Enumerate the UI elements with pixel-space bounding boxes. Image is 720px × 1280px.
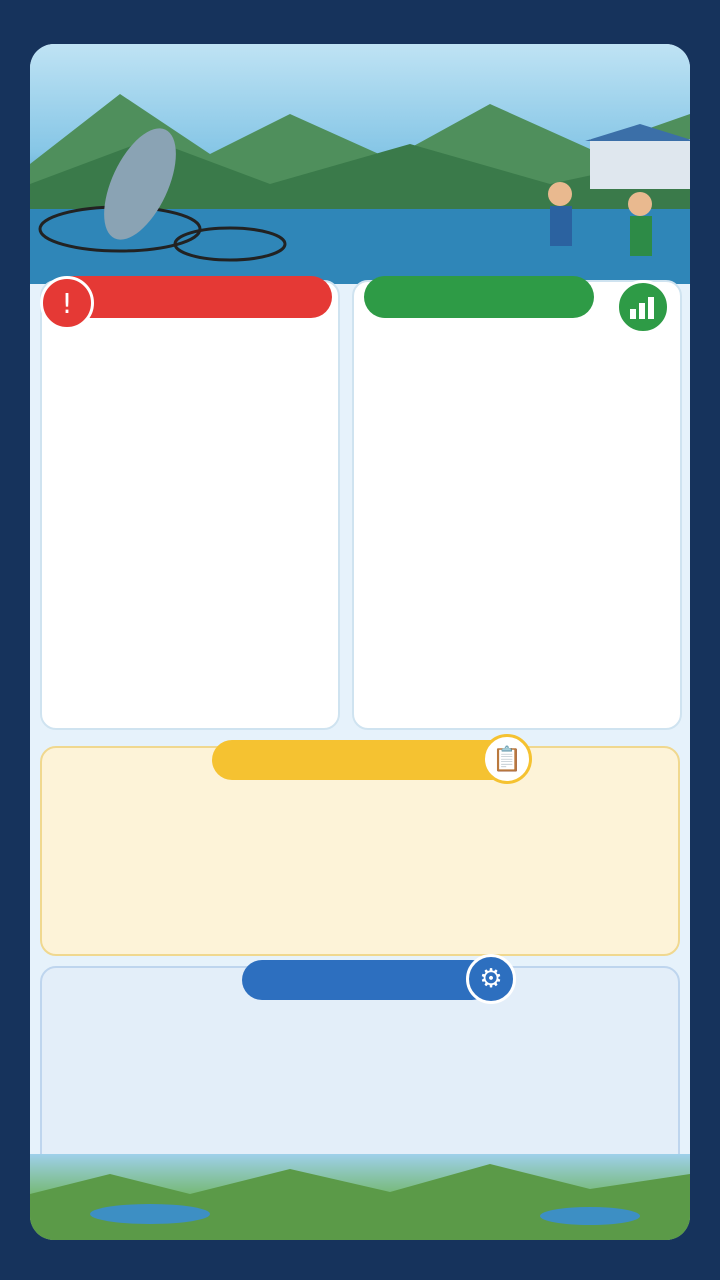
gear-icon: ⚙ [466, 954, 516, 1004]
programs-section [40, 746, 680, 956]
growth-chart-badge-icon [616, 280, 670, 334]
infographic [30, 44, 690, 1240]
clipboard-icon: 📋 [482, 734, 532, 784]
production-title [364, 276, 594, 318]
losses-title [52, 276, 332, 318]
header-banner [30, 44, 690, 284]
landscape-illustration [30, 44, 690, 284]
losses-panel [40, 280, 340, 730]
production-panel [352, 280, 682, 730]
programs-title [212, 740, 512, 780]
warning-icon: ! [40, 276, 94, 330]
other-plans-section [40, 966, 680, 1171]
other-plans-title [242, 960, 492, 1000]
mehr-news-logo [330, 1192, 390, 1240]
